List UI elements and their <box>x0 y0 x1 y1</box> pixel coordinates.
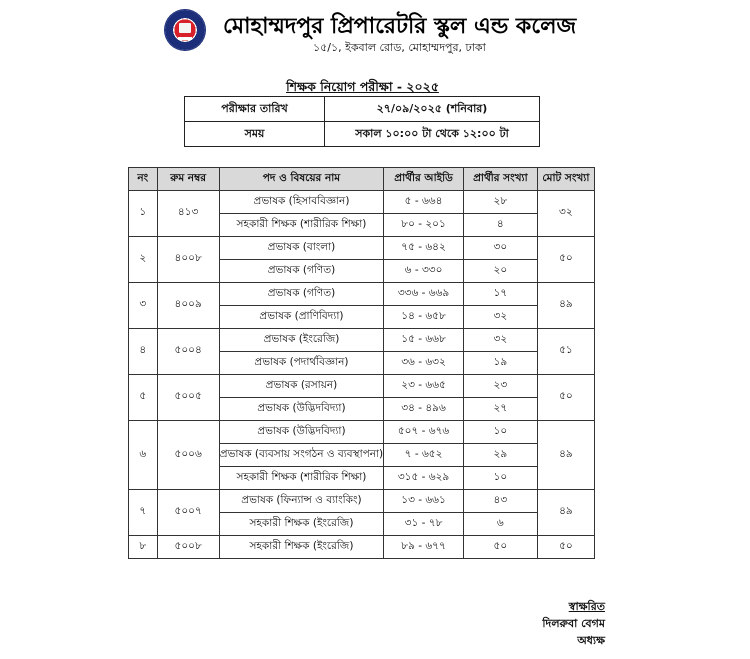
candidate-count-cell: ১৯ <box>463 352 537 375</box>
room-cell: ৪১৩ <box>157 191 219 237</box>
candidate-id-cell: ২৩ - ৬৬৫ <box>384 375 464 398</box>
room-cell: ৫০০৮ <box>157 536 219 559</box>
candidate-id-cell: ১৩ - ৬৬১ <box>384 490 464 513</box>
exam-date-value: ২৭/০৯/২০২৫ (শনিবার) <box>325 97 540 122</box>
candidate-id-cell: ৭ - ৬৫২ <box>384 444 464 467</box>
candidate-id-cell: ৩৬ - ৬৩২ <box>384 352 464 375</box>
school-name: মোহাম্মদপুর প্রিপারেটরি স্কুল এন্ড কলেজ <box>223 14 577 39</box>
candidate-id-cell: ৩১৫ - ৬২৯ <box>384 467 464 490</box>
document-header <box>163 6 577 56</box>
candidate-count-cell: ৬ <box>463 513 537 536</box>
room-cell: ৫০০৭ <box>157 490 219 536</box>
post-cell: প্রভাষক (উদ্ভিদবিদ্যা) <box>219 398 383 421</box>
candidate-id-cell: ৭৫ - ৬৪২ <box>384 237 464 260</box>
candidate-id-cell: ৫০৭ - ৬৭৬ <box>384 421 464 444</box>
school-address: ১৫/১, ইকবাল রোড, মোহাম্মদপুর, ঢাকা <box>313 41 486 54</box>
candidate-count-cell: ১০ <box>463 421 537 444</box>
exam-date-label: পরীক্ষার তারিখ <box>185 97 325 122</box>
header-serial: নং <box>129 168 158 191</box>
serial-cell: ২ <box>129 237 158 283</box>
candidate-count-cell: ২৩ <box>463 375 537 398</box>
header-room: রুম নম্বর <box>157 168 219 191</box>
room-cell: ৫০০৬ <box>157 421 219 490</box>
post-cell: প্রভাষক (উদ্ভিদবিদ্যা) <box>219 421 383 444</box>
exam-time-label: সময় <box>185 122 325 147</box>
total-cell: ৪৯ <box>537 283 594 329</box>
serial-cell: ১ <box>129 191 158 237</box>
serial-cell: ৮ <box>129 536 158 559</box>
exam-info-table <box>184 96 540 147</box>
signatory-designation: অধ্যক্ষ <box>577 634 605 647</box>
table-body <box>129 191 595 559</box>
post-cell: প্রভাষক (ইংরেজি) <box>219 329 383 352</box>
candidate-count-cell: ৩০ <box>463 237 537 260</box>
header-candidate-count: প্রার্থীর সংখ্যা <box>463 168 537 191</box>
signed-label: স্বাক্ষরিত <box>568 600 605 613</box>
table-row <box>129 191 595 214</box>
post-cell: প্রভাষক (ফিন্যান্স ও ব্যাংকিং) <box>219 490 383 513</box>
post-cell: প্রভাষক (হিসাববিজ্ঞান) <box>219 191 383 214</box>
post-cell: প্রভাষক (পদার্থবিজ্ঞান) <box>219 352 383 375</box>
table-row <box>129 536 595 559</box>
school-crest-icon <box>165 10 205 50</box>
candidate-id-cell: ৮৯ - ৬৭৭ <box>384 536 464 559</box>
candidate-count-cell: ২৮ <box>463 191 537 214</box>
crest-ribbon <box>178 37 192 40</box>
signature-block <box>530 598 605 649</box>
candidate-count-cell: ৩২ <box>463 306 537 329</box>
candidate-id-cell: ৬ - ৩৩০ <box>384 260 464 283</box>
table-row <box>129 375 595 398</box>
header-post-subject: পদ ও বিষয়ের নাম <box>219 168 383 191</box>
table-row <box>129 237 595 260</box>
candidate-id-cell: ৩৩৬ - ৬৬৯ <box>384 283 464 306</box>
candidate-id-cell: ৩১ - ৭৮ <box>384 513 464 536</box>
post-cell: প্রভাষক (গণিত) <box>219 283 383 306</box>
serial-cell: ৪ <box>129 329 158 375</box>
candidate-count-cell: ৩২ <box>463 329 537 352</box>
table-header-row <box>129 168 595 191</box>
table-row <box>129 490 595 513</box>
book-emblem-icon <box>179 23 191 33</box>
post-cell: প্রভাষক (বাংলা) <box>219 237 383 260</box>
candidate-count-cell: ৫০ <box>463 536 537 559</box>
candidate-count-cell: ২৭ <box>463 398 537 421</box>
total-cell: ৫০ <box>537 375 594 421</box>
header-candidate-id: প্রার্থীর আইডি <box>384 168 464 191</box>
serial-cell: ৫ <box>129 375 158 421</box>
table-row <box>129 283 595 306</box>
candidate-count-cell: ৪ <box>463 214 537 237</box>
exam-date-row <box>185 97 540 122</box>
candidate-count-cell: ১০ <box>463 467 537 490</box>
total-cell: ৩২ <box>537 191 594 237</box>
post-cell: সহকারী শিক্ষক (ইংরেজি) <box>219 536 383 559</box>
exam-time-value: সকাল ১০:০০ টা থেকে ১২:০০ টা <box>325 122 540 147</box>
total-cell: ৫১ <box>537 329 594 375</box>
serial-cell: ৬ <box>129 421 158 490</box>
post-cell: সহকারী শিক্ষক (শারীরিক শিক্ষা) <box>219 467 383 490</box>
serial-cell: ৩ <box>129 283 158 329</box>
room-cell: ৫০০৪ <box>157 329 219 375</box>
candidate-count-cell: ৪৩ <box>463 490 537 513</box>
total-cell: ৪৯ <box>537 421 594 490</box>
candidate-id-cell: ১৫ - ৬৬৮ <box>384 329 464 352</box>
candidate-count-cell: ১৭ <box>463 283 537 306</box>
exam-title: শিক্ষক নিয়োগ পরীক্ষা - ২০২৫ <box>286 79 439 94</box>
header-total: মোট সংখ্যা <box>537 168 594 191</box>
post-cell: প্রভাষক (ব্যবসায় সংগঠন ও ব্যবস্থাপনা) <box>219 444 383 467</box>
signatory-name: দিলরুবা বেগম <box>542 617 605 630</box>
room-cell: ৪০০৯ <box>157 283 219 329</box>
total-cell: ৫০ <box>537 536 594 559</box>
post-cell: প্রভাষক (গণিত) <box>219 260 383 283</box>
serial-cell: ৭ <box>129 490 158 536</box>
total-cell: ৫০ <box>537 237 594 283</box>
candidate-id-cell: ১৪ - ৬৫৮ <box>384 306 464 329</box>
exam-time-row <box>185 122 540 147</box>
room-cell: ৪০০৮ <box>157 237 219 283</box>
seat-plan-table <box>128 167 595 559</box>
total-cell: ৪৯ <box>537 490 594 536</box>
candidate-id-cell: ৫ - ৬৬৪ <box>384 191 464 214</box>
post-cell: সহকারী শিক্ষক (শারীরিক শিক্ষা) <box>219 214 383 237</box>
candidate-count-cell: ২০ <box>463 260 537 283</box>
table-row <box>129 421 595 444</box>
candidate-id-cell: ৩৪ - ৪৯৬ <box>384 398 464 421</box>
post-cell: প্রভাষক (প্রাণিবিদ্যা) <box>219 306 383 329</box>
post-cell: সহকারী শিক্ষক (ইংরেজি) <box>219 513 383 536</box>
post-cell: প্রভাষক (রসায়ন) <box>219 375 383 398</box>
table-row <box>129 329 595 352</box>
candidate-id-cell: ৮০ - ২০১ <box>384 214 464 237</box>
candidate-count-cell: ২৯ <box>463 444 537 467</box>
room-cell: ৫০০৫ <box>157 375 219 421</box>
